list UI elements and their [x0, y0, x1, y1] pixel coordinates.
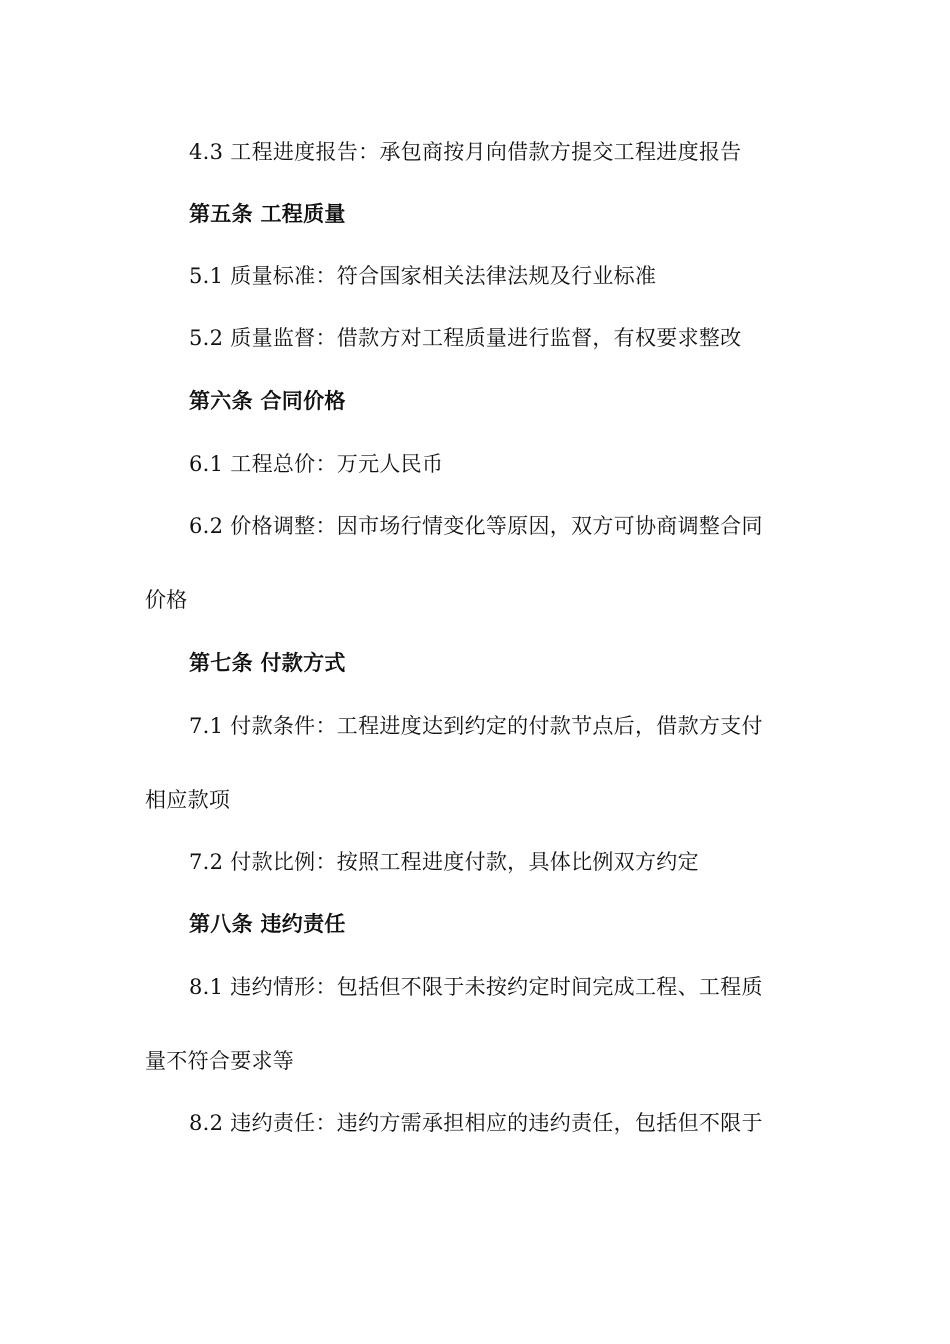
article-6-heading: 第六条 合同价格 — [189, 388, 346, 413]
article-5-heading: 第五条 工程质量 — [189, 201, 346, 226]
clause-6-1: 6.1 工程总价：万元人民币 — [189, 452, 444, 476]
clause-7-1: 7.1 付款条件：工程进度达到约定的付款节点后，借款方支付 — [189, 714, 763, 738]
clause-6-2: 6.2 价格调整：因市场行情变化等原因，双方可协商调整合同 — [189, 514, 763, 538]
clause-6-2-continuation: 价格 — [145, 588, 188, 612]
clause-7-2: 7.2 付款比例：按照工程进度付款，具体比例双方约定 — [189, 850, 699, 874]
article-8-heading: 第八条 违约责任 — [189, 911, 346, 936]
clause-4-3: 4.3 工程进度报告：承包商按月向借款方提交工程进度报告 — [189, 140, 742, 164]
clause-5-2: 5.2 质量监督：借款方对工程质量进行监督，有权要求整改 — [189, 326, 742, 350]
clause-8-2: 8.2 违约责任：违约方需承担相应的违约责任，包括但不限于 — [189, 1111, 763, 1135]
clause-7-1-continuation: 相应款项 — [145, 788, 231, 812]
article-7-heading: 第七条 付款方式 — [189, 650, 346, 675]
clause-5-1: 5.1 质量标准：符合国家相关法律法规及行业标准 — [189, 264, 657, 288]
clause-8-1: 8.1 违约情形：包括但不限于未按约定时间完成工程、工程质 — [189, 975, 763, 999]
clause-8-1-continuation: 量不符合要求等 — [145, 1049, 295, 1073]
